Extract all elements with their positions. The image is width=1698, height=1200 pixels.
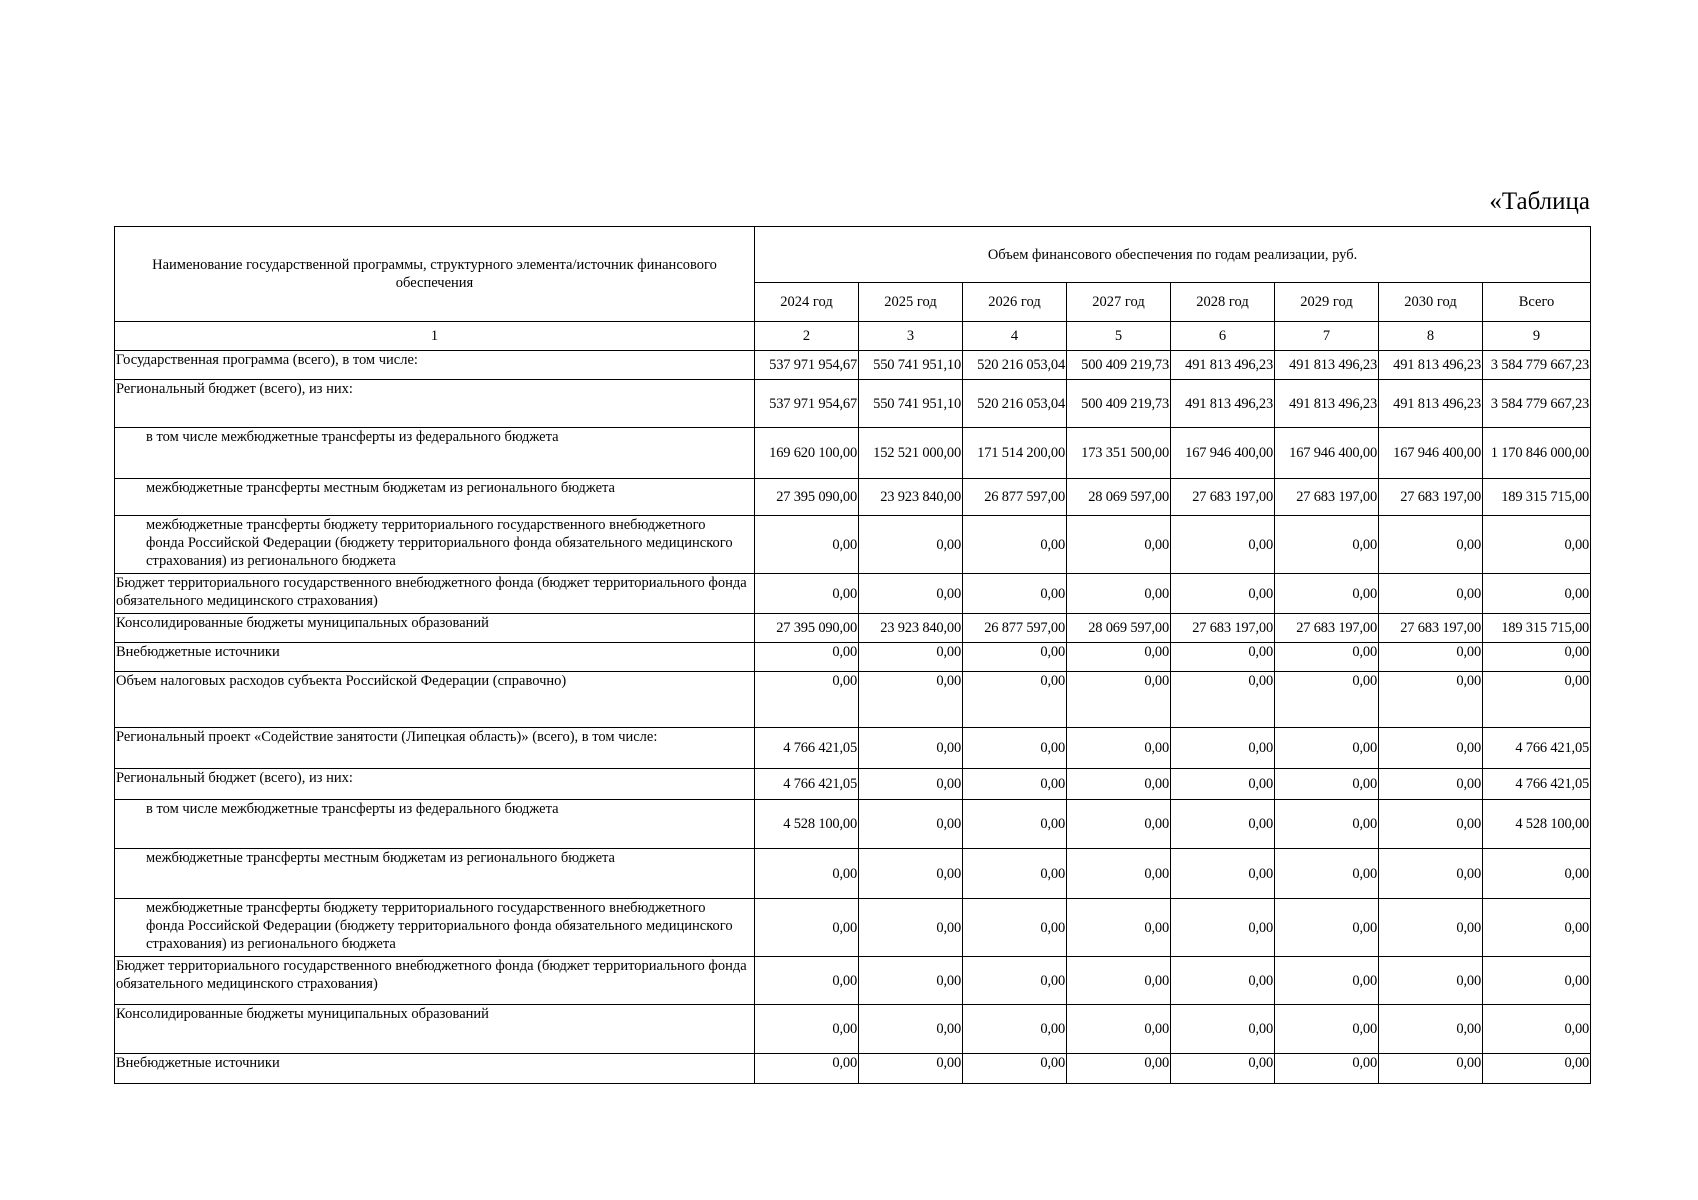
year-value-cell: 0,00 [963, 957, 1067, 1005]
year-value-cell: 0,00 [755, 574, 859, 614]
year-value-cell: 0,00 [1379, 957, 1483, 1005]
total-value-cell: 4 766 421,05 [1483, 728, 1591, 769]
year-value-cell: 0,00 [859, 769, 963, 800]
row-label: Консолидированные бюджеты муниципальных образований [115, 1005, 755, 1054]
column-number: 4 [963, 322, 1067, 351]
year-value-cell: 0,00 [1171, 1005, 1275, 1054]
table-row [115, 728, 1591, 769]
column-number: 3 [859, 322, 963, 351]
year-value-cell: 4 528 100,00 [755, 800, 859, 849]
column-number: 9 [1483, 322, 1591, 351]
financing-table [114, 226, 1591, 1084]
total-value-cell: 0,00 [1483, 849, 1591, 899]
year-value-cell: 0,00 [1275, 800, 1379, 849]
year-value-cell: 0,00 [1275, 957, 1379, 1005]
table-row [115, 899, 1591, 957]
table-row [115, 574, 1591, 614]
year-value-cell: 0,00 [859, 800, 963, 849]
year-value-cell: 23 923 840,00 [859, 479, 963, 516]
year-value-cell: 0,00 [1379, 1005, 1483, 1054]
total-value-cell: 0,00 [1483, 672, 1591, 728]
year-value-cell: 0,00 [1067, 899, 1171, 957]
year-value-cell: 0,00 [1275, 516, 1379, 574]
year-value-cell: 491 813 496,23 [1171, 380, 1275, 428]
year-value-cell: 520 216 053,04 [963, 351, 1067, 380]
year-value-cell: 0,00 [1379, 643, 1483, 672]
year-value-cell: 0,00 [1275, 643, 1379, 672]
header-row-numbers [115, 322, 1591, 351]
year-value-cell: 0,00 [963, 800, 1067, 849]
year-value-cell: 537 971 954,67 [755, 351, 859, 380]
header-name-column: Наименование государственной программы, структурного элемента/источник финансового обеспечения [115, 227, 755, 322]
year-value-cell: 0,00 [1067, 1054, 1171, 1084]
year-value-cell: 520 216 053,04 [963, 380, 1067, 428]
year-value-cell: 0,00 [1275, 769, 1379, 800]
row-label: Государственная программа (всего), в том числе: [115, 351, 755, 380]
year-value-cell: 26 877 597,00 [963, 614, 1067, 643]
year-value-cell: 0,00 [963, 643, 1067, 672]
row-label: межбюджетные трансферты местным бюджетам из регионального бюджета [115, 849, 755, 899]
year-value-cell: 500 409 219,73 [1067, 380, 1171, 428]
total-value-cell: 4 766 421,05 [1483, 769, 1591, 800]
row-label: Бюджет территориального государственного внебюджетного фонда (бюджет территориального фонда обязательного медицинского страхования) [115, 574, 755, 614]
year-value-cell: 0,00 [1379, 728, 1483, 769]
year-value-cell: 0,00 [1379, 899, 1483, 957]
year-value-cell: 0,00 [1067, 769, 1171, 800]
year-value-cell: 0,00 [1171, 643, 1275, 672]
year-value-cell: 0,00 [755, 672, 859, 728]
year-value-cell: 27 683 197,00 [1171, 614, 1275, 643]
year-value-cell: 0,00 [755, 1054, 859, 1084]
year-value-cell: 167 946 400,00 [1379, 428, 1483, 479]
year-value-cell: 0,00 [1171, 672, 1275, 728]
year-value-cell: 0,00 [1379, 769, 1483, 800]
year-value-cell: 152 521 000,00 [859, 428, 963, 479]
year-value-cell: 173 351 500,00 [1067, 428, 1171, 479]
year-value-cell: 0,00 [859, 1054, 963, 1084]
year-value-cell: 23 923 840,00 [859, 614, 963, 643]
year-value-cell: 0,00 [1275, 1054, 1379, 1084]
header-funding-group: Объем финансового обеспечения по годам реализации, руб. [755, 227, 1591, 283]
total-value-cell: 4 528 100,00 [1483, 800, 1591, 849]
year-value-cell: 0,00 [1379, 574, 1483, 614]
year-value-cell: 0,00 [859, 574, 963, 614]
row-label: межбюджетные трансферты местным бюджетам из регионального бюджета [115, 479, 755, 516]
year-value-cell: 0,00 [1067, 516, 1171, 574]
year-value-cell: 27 395 090,00 [755, 614, 859, 643]
column-number: 5 [1067, 322, 1171, 351]
column-number: 6 [1171, 322, 1275, 351]
year-value-cell: 0,00 [1379, 1054, 1483, 1084]
year-value-cell: 0,00 [963, 672, 1067, 728]
year-value-cell: 0,00 [1379, 672, 1483, 728]
year-value-cell: 0,00 [1067, 672, 1171, 728]
row-label: межбюджетные трансферты бюджету территориального государственного внебюджетного фонда Российской Федерации (бюджету территориального фонда обязательного медицинского страхования) из регионального бюджета [115, 899, 755, 957]
year-value-cell: 4 766 421,05 [755, 769, 859, 800]
total-value-cell: 189 315 715,00 [1483, 479, 1591, 516]
year-value-cell: 0,00 [963, 1005, 1067, 1054]
column-number: 2 [755, 322, 859, 351]
header-year-2025: 2025 год [859, 283, 963, 322]
total-value-cell: 0,00 [1483, 643, 1591, 672]
table-row [115, 643, 1591, 672]
year-value-cell: 491 813 496,23 [1275, 351, 1379, 380]
year-value-cell: 0,00 [1067, 849, 1171, 899]
year-value-cell: 0,00 [859, 899, 963, 957]
row-label: межбюджетные трансферты бюджету территориального государственного внебюджетного фонда Российской Федерации (бюджету территориального фонда обязательного медицинского страхования) из регионального бюджета [115, 516, 755, 574]
table-row [115, 614, 1591, 643]
year-value-cell: 0,00 [755, 1005, 859, 1054]
table-row [115, 800, 1591, 849]
year-value-cell: 491 813 496,23 [1379, 351, 1483, 380]
year-value-cell: 491 813 496,23 [1379, 380, 1483, 428]
table-row [115, 1005, 1591, 1054]
row-label: Консолидированные бюджеты муниципальных образований [115, 614, 755, 643]
total-value-cell: 189 315 715,00 [1483, 614, 1591, 643]
year-value-cell: 0,00 [1067, 728, 1171, 769]
year-value-cell: 0,00 [1171, 516, 1275, 574]
year-value-cell: 4 766 421,05 [755, 728, 859, 769]
table-caption: «Таблица [1489, 188, 1590, 215]
year-value-cell: 0,00 [1275, 574, 1379, 614]
year-value-cell: 0,00 [859, 516, 963, 574]
year-value-cell: 0,00 [963, 574, 1067, 614]
column-number: 8 [1379, 322, 1483, 351]
year-value-cell: 167 946 400,00 [1171, 428, 1275, 479]
year-value-cell: 0,00 [1171, 574, 1275, 614]
header-year-2028: 2028 год [1171, 283, 1275, 322]
year-value-cell: 27 683 197,00 [1171, 479, 1275, 516]
year-value-cell: 0,00 [1275, 672, 1379, 728]
year-value-cell: 27 683 197,00 [1379, 479, 1483, 516]
total-value-cell: 0,00 [1483, 574, 1591, 614]
year-value-cell: 0,00 [1275, 849, 1379, 899]
year-value-cell: 0,00 [1171, 769, 1275, 800]
table-row [115, 516, 1591, 574]
column-number: 1 [115, 322, 755, 351]
header-year-2027: 2027 год [1067, 283, 1171, 322]
year-value-cell: 0,00 [1067, 957, 1171, 1005]
year-value-cell: 0,00 [963, 769, 1067, 800]
row-label: Региональный бюджет (всего), из них: [115, 380, 755, 428]
header-total: Всего [1483, 283, 1591, 322]
year-value-cell: 550 741 951,10 [859, 380, 963, 428]
table-row [115, 428, 1591, 479]
year-value-cell: 167 946 400,00 [1275, 428, 1379, 479]
year-value-cell: 171 514 200,00 [963, 428, 1067, 479]
table-row [115, 479, 1591, 516]
year-value-cell: 0,00 [963, 899, 1067, 957]
row-label: Региональный бюджет (всего), из них: [115, 769, 755, 800]
year-value-cell: 28 069 597,00 [1067, 614, 1171, 643]
header-year-2024: 2024 год [755, 283, 859, 322]
year-value-cell: 0,00 [1171, 899, 1275, 957]
year-value-cell: 500 409 219,73 [1067, 351, 1171, 380]
year-value-cell: 491 813 496,23 [1275, 380, 1379, 428]
year-value-cell: 27 683 197,00 [1275, 614, 1379, 643]
table-row [115, 351, 1591, 380]
table-row [115, 380, 1591, 428]
total-value-cell: 1 170 846 000,00 [1483, 428, 1591, 479]
year-value-cell: 0,00 [859, 672, 963, 728]
year-value-cell: 0,00 [1379, 800, 1483, 849]
total-value-cell: 0,00 [1483, 957, 1591, 1005]
year-value-cell: 0,00 [963, 728, 1067, 769]
year-value-cell: 0,00 [1067, 800, 1171, 849]
header-year-2030: 2030 год [1379, 283, 1483, 322]
row-label: в том числе межбюджетные трансферты из федерального бюджета [115, 428, 755, 479]
year-value-cell: 0,00 [1275, 899, 1379, 957]
table-row [115, 672, 1591, 728]
year-value-cell: 0,00 [859, 957, 963, 1005]
year-value-cell: 550 741 951,10 [859, 351, 963, 380]
year-value-cell: 0,00 [755, 899, 859, 957]
year-value-cell: 537 971 954,67 [755, 380, 859, 428]
year-value-cell: 27 683 197,00 [1275, 479, 1379, 516]
total-value-cell: 0,00 [1483, 899, 1591, 957]
year-value-cell: 0,00 [1067, 574, 1171, 614]
year-value-cell: 0,00 [755, 516, 859, 574]
row-label: Объем налоговых расходов субъекта Российской Федерации (справочно) [115, 672, 755, 728]
row-label: Внебюджетные источники [115, 1054, 755, 1084]
total-value-cell: 0,00 [1483, 1005, 1591, 1054]
table-row [115, 957, 1591, 1005]
year-value-cell: 0,00 [963, 849, 1067, 899]
column-number: 7 [1275, 322, 1379, 351]
year-value-cell: 0,00 [963, 516, 1067, 574]
year-value-cell: 0,00 [963, 1054, 1067, 1084]
year-value-cell: 0,00 [755, 957, 859, 1005]
row-label: Региональный проект «Содействие занятости (Липецкая область)» (всего), в том числе: [115, 728, 755, 769]
year-value-cell: 0,00 [1171, 728, 1275, 769]
year-value-cell: 0,00 [1067, 643, 1171, 672]
header-row-group [115, 227, 1591, 283]
year-value-cell: 0,00 [1171, 800, 1275, 849]
year-value-cell: 0,00 [1171, 957, 1275, 1005]
year-value-cell: 0,00 [859, 849, 963, 899]
year-value-cell: 0,00 [1171, 849, 1275, 899]
header-year-2026: 2026 год [963, 283, 1067, 322]
table-row [115, 849, 1591, 899]
year-value-cell: 0,00 [1171, 1054, 1275, 1084]
table-row [115, 1054, 1591, 1084]
row-label: Бюджет территориального государственного внебюджетного фонда (бюджет территориального фонда обязательного медицинского страхования) [115, 957, 755, 1005]
year-value-cell: 26 877 597,00 [963, 479, 1067, 516]
year-value-cell: 0,00 [1067, 1005, 1171, 1054]
year-value-cell: 0,00 [859, 728, 963, 769]
year-value-cell: 0,00 [1379, 516, 1483, 574]
total-value-cell: 0,00 [1483, 1054, 1591, 1084]
year-value-cell: 27 683 197,00 [1379, 614, 1483, 643]
year-value-cell: 0,00 [1379, 849, 1483, 899]
year-value-cell: 0,00 [755, 643, 859, 672]
year-value-cell: 0,00 [1275, 728, 1379, 769]
year-value-cell: 27 395 090,00 [755, 479, 859, 516]
year-value-cell: 0,00 [859, 643, 963, 672]
year-value-cell: 0,00 [755, 849, 859, 899]
year-value-cell: 491 813 496,23 [1171, 351, 1275, 380]
year-value-cell: 28 069 597,00 [1067, 479, 1171, 516]
year-value-cell: 169 620 100,00 [755, 428, 859, 479]
year-value-cell: 0,00 [1275, 1005, 1379, 1054]
total-value-cell: 3 584 779 667,23 [1483, 351, 1591, 380]
row-label: Внебюджетные источники [115, 643, 755, 672]
table-row [115, 769, 1591, 800]
header-year-2029: 2029 год [1275, 283, 1379, 322]
total-value-cell: 0,00 [1483, 516, 1591, 574]
row-label: в том числе межбюджетные трансферты из федерального бюджета [115, 800, 755, 849]
total-value-cell: 3 584 779 667,23 [1483, 380, 1591, 428]
year-value-cell: 0,00 [859, 1005, 963, 1054]
